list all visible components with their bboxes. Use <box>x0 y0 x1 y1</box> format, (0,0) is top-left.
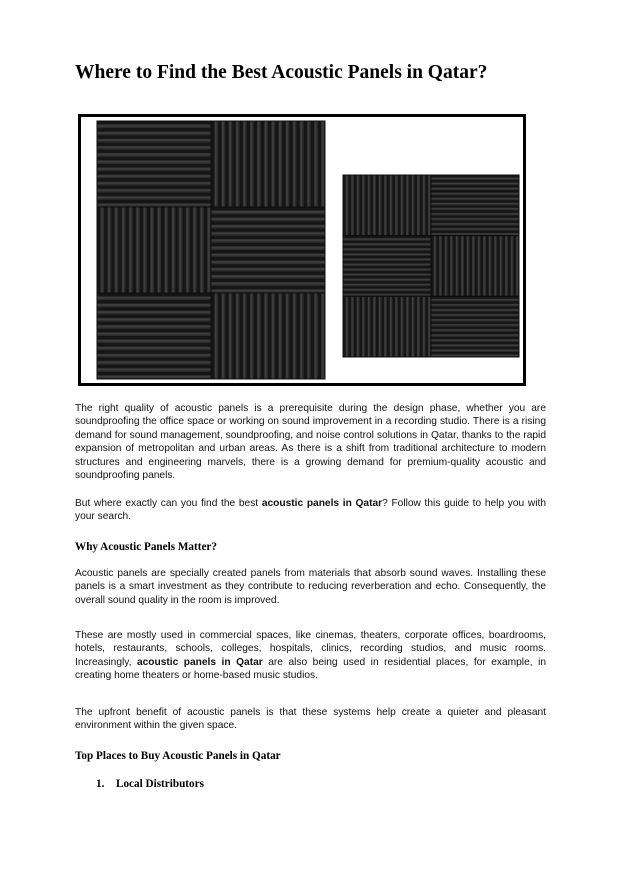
small-panel-tile <box>431 296 519 357</box>
benefit-paragraph: The upfront benefit of acoustic panels is that these systems help create a quieter and pleasant environment within the given space. <box>75 707 546 732</box>
small-panel-tile <box>343 236 431 297</box>
search-paragraph <box>75 497 546 524</box>
page-title: Where to Find the Best Acoustic Panels in Qatar? <box>75 62 488 83</box>
large-panel-tile <box>97 207 211 293</box>
large-panel-tile <box>211 293 325 379</box>
large-panel-tile <box>97 121 211 207</box>
why-paragraph: Acoustic panels are specially created panels from materials that absorb sound waves. Installing these panels is a smart investment as they contribute to reducing reverberation and echo. Consequently, the overall sound quality in the room is improved. <box>75 568 546 606</box>
large-panel-tile <box>211 207 325 293</box>
acoustic-panels-illustration <box>81 117 523 383</box>
small-panel-tile <box>343 296 431 357</box>
small-panel-tile <box>431 175 519 236</box>
section-heading-top-places: Top Places to Buy Acoustic Panels in Qatar <box>75 750 281 762</box>
large-panel-tile <box>97 293 211 379</box>
keyword-link-acoustic-panels-qatar: acoustic panels in Qatar <box>261 498 383 509</box>
keyword-acoustic-panels-qatar: acoustic panels in Qatar <box>136 656 263 668</box>
intro-paragraph: The right quality of acoustic panels is a prerequisite during the design phase, whether you are soundproofing the office space or working on sound improvement in a recording studio. There is a rising demand for sound management, soundproofing, and noise control solutions in Qatar, thanks to the rapid expansion of metropolitan and urban areas. As there is a shift from traditional architecture to modern structures and engineering marvels, there is a growing demand for premium-quality acoustic and soundproofing panels. <box>75 403 546 482</box>
list-item-label: Local Distributors <box>116 778 204 790</box>
uses-paragraph-text-end: are also being used in residential places, for example, in creating home theaters or home-based music studios. <box>75 656 546 682</box>
section-heading-why: Why Acoustic Panels Matter? <box>75 541 217 553</box>
large-panel-tile <box>211 121 325 207</box>
search-paragraph-text-end: ? Follow this guide to help you with your search. <box>75 498 546 523</box>
small-panel-tile <box>343 175 431 236</box>
acoustic-panels-image <box>78 114 526 386</box>
uses-paragraph <box>75 629 546 683</box>
small-panel-tile <box>431 236 519 297</box>
uses-paragraph-text-start: These are mostly used in commercial spaces, like cinemas, theaters, corporate offices, boardrooms, hotels, restaurants, schools, colleges, hospitals, clinics, recording studios, and music rooms. Increasingly, <box>75 630 546 668</box>
list-item <box>96 778 204 790</box>
search-paragraph-text-start: But where exactly can you find the best <box>75 498 262 509</box>
list-item-number: 1. <box>96 778 105 790</box>
